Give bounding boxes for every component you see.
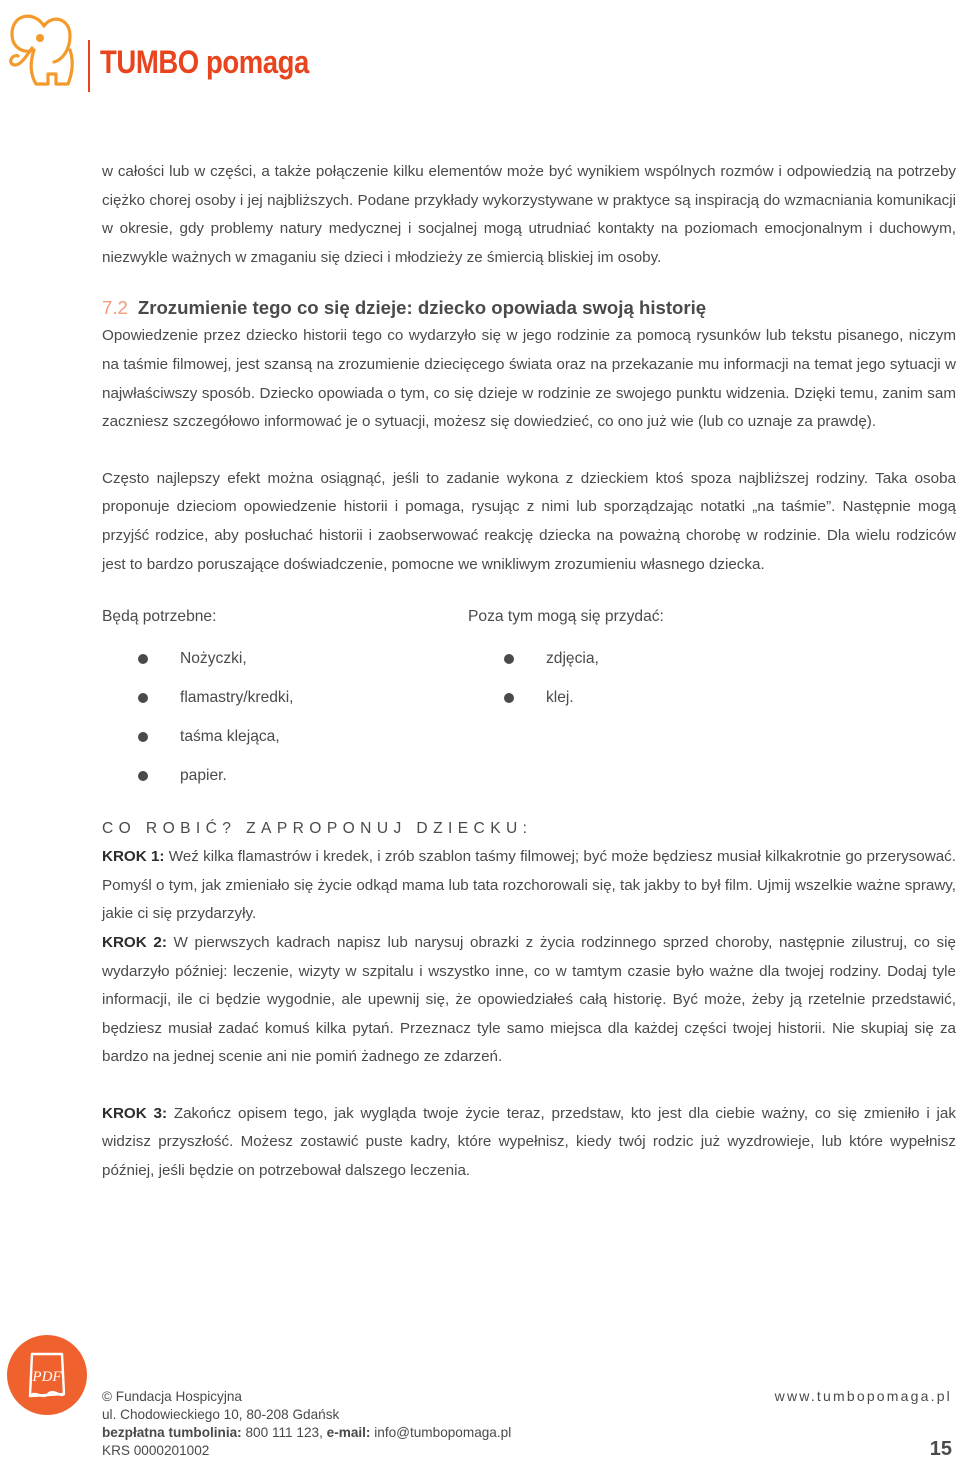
list-item: taśma klejąca,: [102, 717, 294, 756]
step-1-text: Weź kilka flamastrów i kredek, i zrób szablon taśmy filmowej; być może będziesz musiał kilkakrotnie go przerysować. Pomyśl o tym, jak zmieniało się życie odkąd mama lub tata rozchorowali się, tak jakby to był film. Ujmij wszelkie ważne sprawy, jakie ci się przydarzyły.: [102, 848, 956, 923]
step-3-label: KROK 3:: [102, 1104, 168, 1122]
section-paragraph-1: Opowiedzenie przez dziecko historii tego co wydarzyło się w jego rodzinie za pomocą rysunków lub tekstu pisanego, niczym na taśmie filmowej, jest szansą na zrozumienie dziecięcego świata oraz na przekazanie mu informacji na temat jego sytuacji w najwłaściwszy sposób. Dziecko opowiada o tym, co się dzieje w rodzinie ze swojego punktu widzenia. Dzięki temu, zanim sam zaczniesz szczegółowo informować je o sytuacji, możesz się dowiedzieć, co ono już wie (lub co uznaje za prawdę).: [102, 327, 956, 431]
elephant-icon: [4, 4, 84, 92]
section-paragraph-2: Często najlepszy efekt można osiągnąć, jeśli to zadanie wykona z dzieckiem ktoś spoza najbliższej rodziny. Taka osoba proponuje dzieciom opowiedzenie historii i pomaga, rysując z nimi lub sporządzając notatki „na taśmie”. Następnie mogą przyjść rodzice, aby posłuchać historii i zaobserwować reakcję dziecka na poważną chorobę w rodzinie. Dla wielu rodziców jest to bardzo poruszające doświadczenie, pomocne we wnikliwym zrozumieniu własnego dziecka.: [102, 469, 956, 573]
needed-title: Będą potrzebne:: [102, 608, 217, 626]
footer-url[interactable]: www.tumbopomaga.pl: [774, 1388, 952, 1404]
page-content: [102, 158, 956, 1186]
list-item: papier.: [102, 756, 294, 795]
bullet-icon: [138, 771, 148, 781]
bullet-icon: [138, 732, 148, 742]
footer-krs: KRS 0000201002: [102, 1443, 210, 1458]
bullet-icon: [504, 654, 514, 664]
intro-paragraph: w całości lub w części, a także połączenie kilku elementów może być wynikiem wspólnych rozmów i odpowiedzią na potrzeby ciężko chorej osoby i jej najbliższych. Podane przykłady wykorzystywane w praktyce są inspiracją do wzmacniania komunikacji w okresie, gdy problemy natury medycznej i socjalnej mogą utrudniać kontakty na poziomach emocjonalnym i duchowym, niezwykle ważnych w zmaganiu się dzieci i młodzieży ze śmiercią bliskiej im osoby.: [102, 163, 956, 266]
section-title: Zrozumienie tego co się dzieje: dziecko opowiada swoją historię: [137, 297, 707, 319]
needed-list: [102, 603, 294, 795]
step-1-label: KROK 1:: [102, 848, 165, 866]
footer-org: © Fundacja Hospicyjna: [102, 1389, 242, 1404]
optional-list: [468, 603, 664, 717]
bullet-icon: [138, 654, 148, 664]
page-header: [0, 0, 960, 100]
step-2: [102, 929, 956, 1072]
list-item: klej.: [468, 678, 664, 717]
pdf-icon: [6, 1334, 88, 1416]
logo-divider: [88, 40, 90, 92]
footer-email[interactable]: info@tumbopomaga.pl: [374, 1425, 512, 1440]
optional-title: Poza tym mogą się przydać:: [468, 608, 664, 626]
list-item: flamastry/kredki,: [102, 678, 294, 717]
logo-title: TUMBO pomaga: [100, 44, 309, 80]
step-2-label: KROK 2:: [102, 933, 167, 951]
step-3: [102, 1100, 956, 1186]
section-heading: [102, 294, 956, 322]
page-number: 15: [929, 1438, 952, 1460]
footer-contact: [102, 1388, 511, 1460]
materials-lists: [102, 603, 956, 791]
pdf-label: PDF: [32, 1369, 62, 1385]
step-3-text: Zakończ opisem tego, jak wygląda twoje życie teraz, przedstaw, kto jest dla ciebie ważny, co się zmieniło i jak widzisz przyszłość. Możesz zostawić puste kadry, które wypełnisz, kiedy twój rodzic już wyzdrowieje, lub które wypełnisz później, jeśli będzie on potrzebował dalszego leczenia.: [102, 1104, 956, 1180]
list-item: zdjęcia,: [468, 639, 664, 678]
step-2-text: W pierwszych kadrach napisz lub narysuj obrazki z życia rodzinnego sprzed choroby, następnie zilustruj, co się wydarzyło później: leczenie, wizyty w szpitalu i wszystko inne, co w tamtym czasie było ważne dla twojej rodziny. Dodaj tyle informacji, ile ci będzie wygodnie, ale upewnij się, że opowiedziałeś całą historię. Być może, żeby ją rzetelnie przedstawić, będziesz musiał zadać komuś kilka pytań. Przeznacz tyle samo miejsca dla każdej części twojej historii. Nie skupiaj się za bardzo na jednej scenie ani nie pomiń żadnego ze zdarzeń.: [102, 933, 956, 1066]
step-1: [102, 843, 956, 929]
bullet-icon: [138, 693, 148, 703]
section-number: 7.2: [102, 297, 128, 319]
list-item: Nożyczki,: [102, 639, 294, 678]
footer-phone-line: bezpłatna tumbolinia: 800 111 123, e-mail: info@tumbopomaga.pl: [102, 1425, 512, 1440]
bullet-icon: [504, 693, 514, 703]
todo-heading: CO ROBIĆ? ZAPROPONUJ DZIECKU:: [102, 820, 533, 838]
footer-address: ul. Chodowieckiego 10, 80-208 Gdańsk: [102, 1407, 340, 1422]
